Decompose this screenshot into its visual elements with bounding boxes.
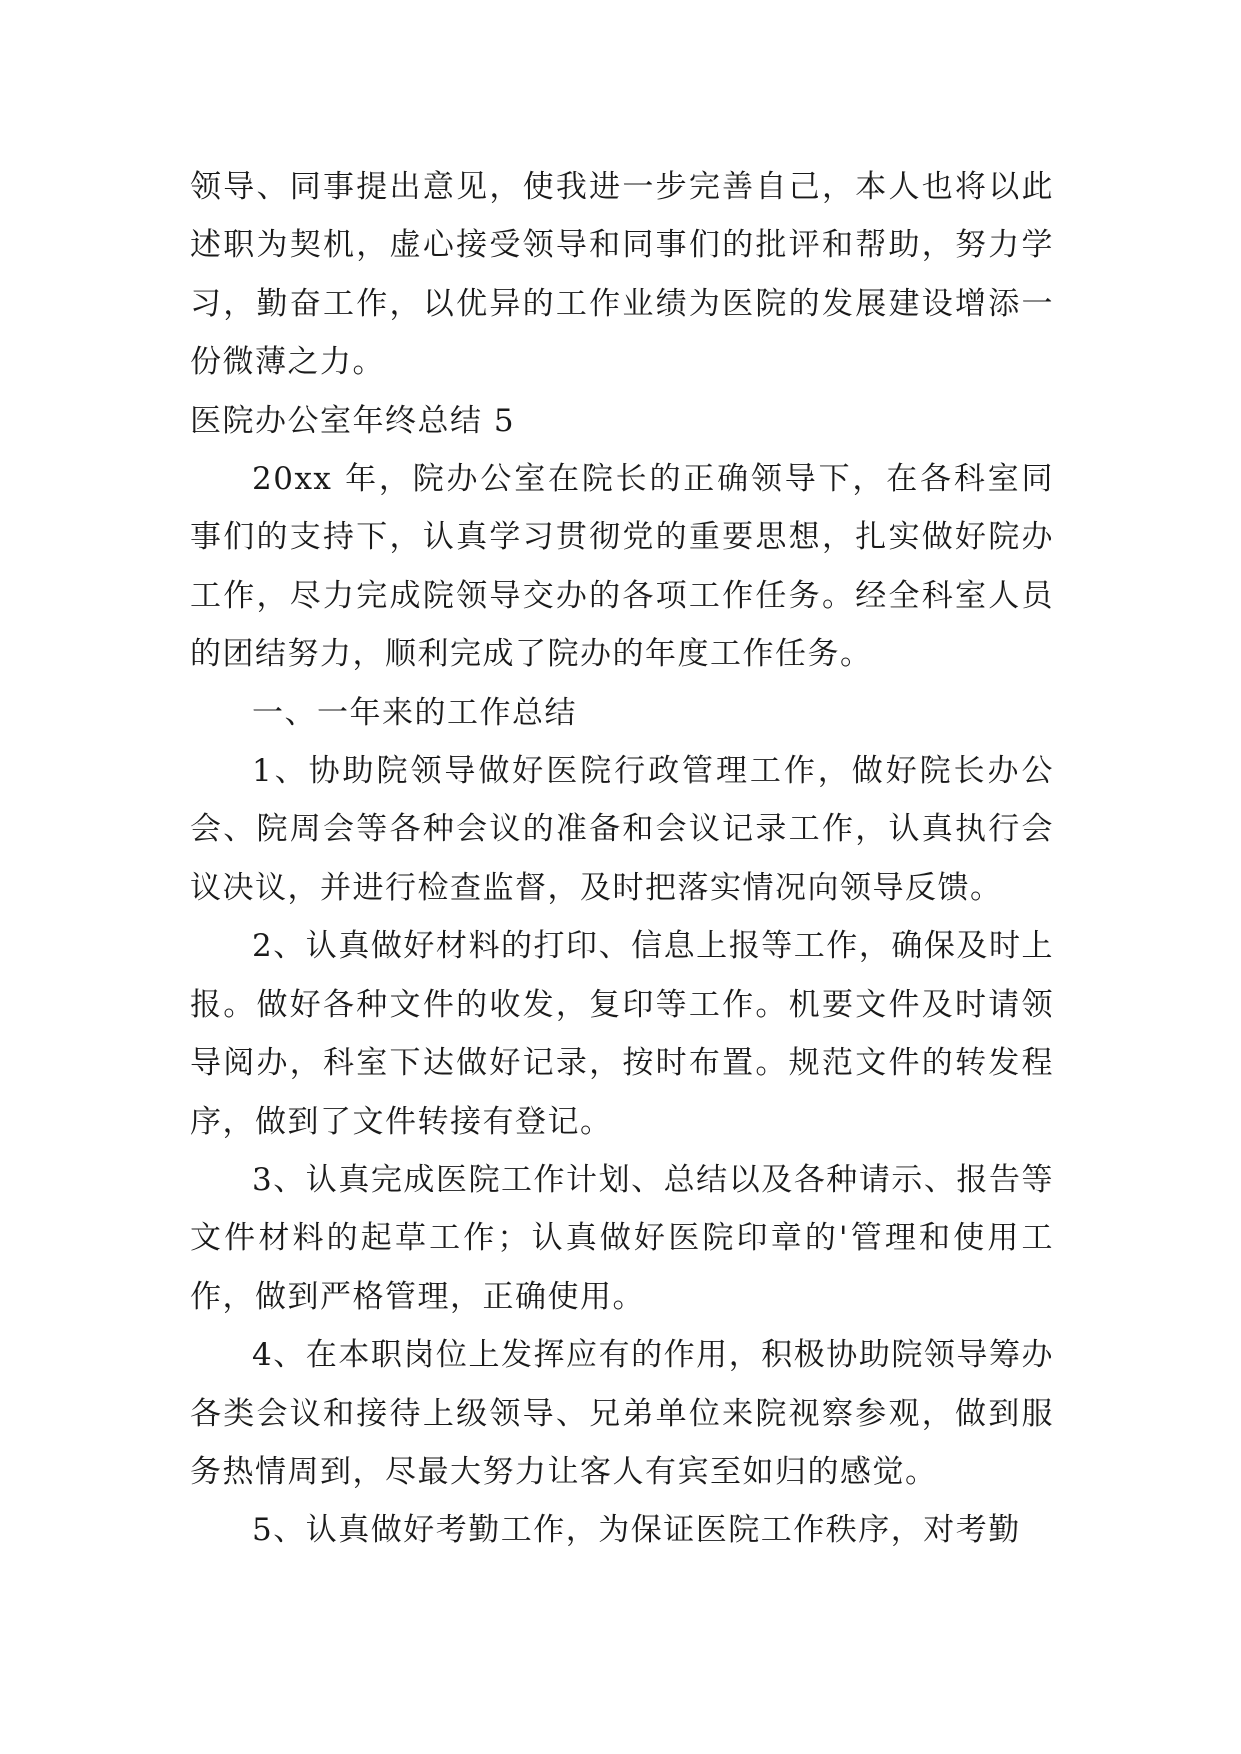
list-item-1: 1、协助院领导做好医院行政管理工作，做好院长办公会、院周会等各种会议的准备和会议记录工作，认真执行会议决议，并进行检查监督，及时把落实情况向领导反馈。: [190, 753, 1054, 906]
document-body: [190, 158, 1054, 1560]
list-item-3: 3、认真完成医院工作计划、总结以及各种请示、报告等文件材料的起草工作；认真做好医院印章的'管理和使用工作，做到严格管理，正确使用。: [190, 1161, 1054, 1315]
paragraph-intro: 20xx 年，院办公室在院长的正确领导下，在各科室同事们的支持下，认真学习贯彻党的重要思想，扎实做好院办工作，尽力完成院领导交办的各项工作任务。经全科室人员的团结努力，顺利完成了院办的年度工作任务。: [190, 461, 1054, 673]
section-title: 医院办公室年终总结 5: [190, 402, 516, 439]
subheading-work-summary: 一、一年来的工作总结: [252, 694, 577, 731]
list-item-5: 5、认真做好考勤工作，为保证医院工作秩序，对考勤: [252, 1512, 1021, 1549]
list-item-2: 2、认真做好材料的打印、信息上报等工作，确保及时上报。做好各种文件的收发，复印等工作。机要文件及时请领导阅办，科室下达做好记录，按时布置。规范文件的转发程序，做到了文件转接有登记。: [190, 928, 1054, 1140]
list-item-4: 4、在本职岗位上发挥应有的作用，积极协助院领导筹办各类会议和接待上级领导、兄弟单位来院视察参观，做到服务热情周到，尽最大努力让客人有宾至如归的感觉。: [190, 1337, 1054, 1490]
paragraph-closing-remarks: 领导、同事提出意见，使我进一步完善自己，本人也将以此述职为契机，虚心接受领导和同事们的批评和帮助，努力学习，勤奋工作，以优异的工作业绩为医院的发展建设增添一份微薄之力。: [190, 169, 1054, 381]
